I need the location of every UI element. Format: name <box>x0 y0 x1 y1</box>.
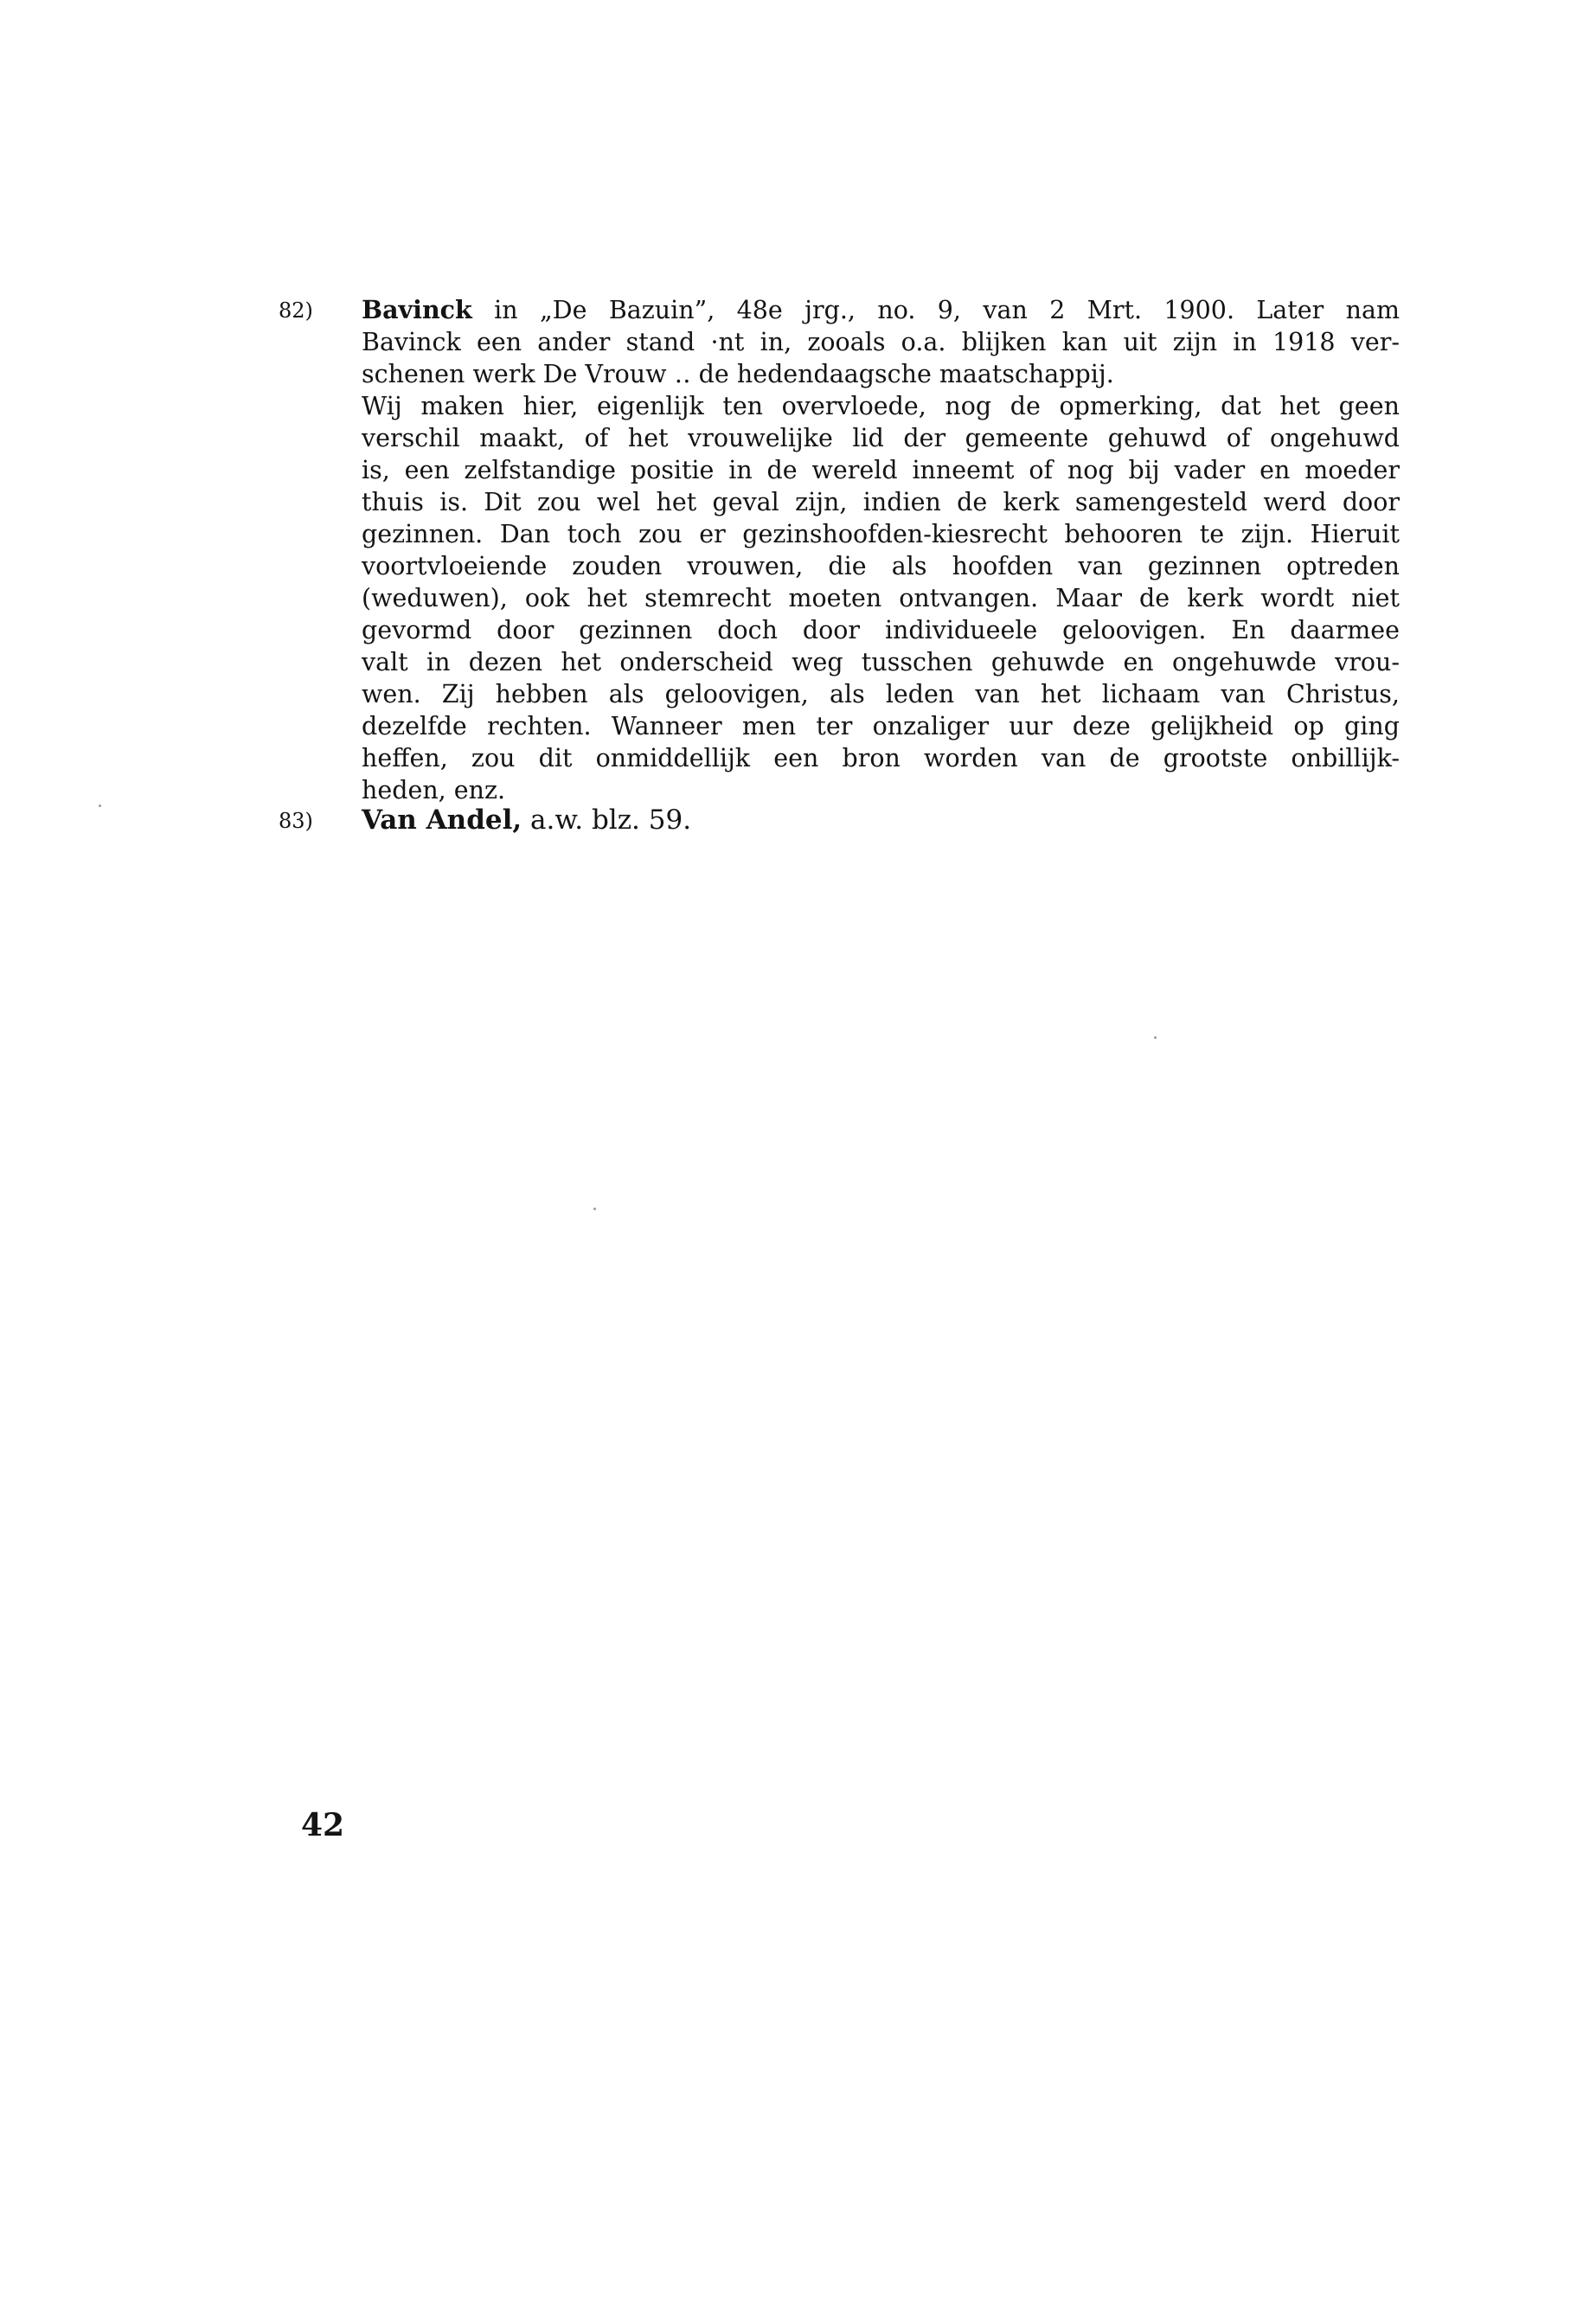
footnote-line: Wij maken hier, eigenlijk ten overvloede, nog de opmerking, dat het geen <box>362 392 1400 420</box>
scan-speck <box>99 804 101 807</box>
footnote-marker: 82) <box>279 298 313 323</box>
footnote-line: Bavinck in „De Bazuin”, 48e jrg., no. 9, van 2 Mrt. 1900. Later nam <box>362 295 1400 324</box>
footnote-line: gevormd door gezinnen doch door individueele geloovigen. En daarmee <box>362 616 1400 644</box>
footnote-line: heden, enz. <box>362 776 506 804</box>
footnote-line: verschil maakt, of het vrouwelijke lid der gemeente gehuwd of ongehuwd <box>362 424 1400 452</box>
footnote-line: wen. Zij hebben als geloovigen, als leden van het lichaam van Christus, <box>362 680 1400 708</box>
footnote-line: valt in dezen het onderscheid weg tusschen gehuwde en ongehuwde vrou- <box>362 648 1400 676</box>
footnote-line: Bavinck een ander stand ·nt in, zooals o.a. blijken kan uit zijn in 1918 ver- <box>362 328 1400 356</box>
footnote-line: heffen, zou dit onmiddellijk een bron worden van de grootste onbillijk- <box>362 744 1400 772</box>
footnote-line: (weduwen), ook het stemrecht moeten ontvangen. Maar de kerk wordt niet <box>362 584 1400 612</box>
footnote-line: voortvloeiende zouden vrouwen, die als hoofden van gezinnen optreden <box>362 552 1400 580</box>
footnote-line: is, een zelfstandige positie in de wereld inneemt of nog bij vader en moeder <box>362 456 1400 484</box>
footnote-line: gezinnen. Dan toch zou er gezinshoofden-kiesrecht behooren te zijn. Hieruit <box>362 520 1400 548</box>
scan-speck <box>593 1208 596 1210</box>
footnote-line: thuis is. Dit zou wel het geval zijn, indien de kerk samengesteld werd door <box>362 488 1400 516</box>
author-name: Bavinck <box>362 295 472 324</box>
footnote-line: dezelfde rechten. Wanneer men ter onzaliger uur deze gelijkheid op ging <box>362 712 1400 740</box>
footnote-body <box>362 294 1400 806</box>
page-number: 42 <box>301 1807 345 1843</box>
footnote-body <box>362 804 1400 836</box>
scan-speck <box>1154 1036 1157 1039</box>
author-name: Van Andel, <box>362 804 522 836</box>
footnote-line: Van Andel, a.w. blz. 59. <box>362 804 692 836</box>
footnote-line: schenen werk De Vrouw ‥ de hedendaagsche maatschappij. <box>362 360 1114 388</box>
footnote-marker: 83) <box>279 809 313 833</box>
